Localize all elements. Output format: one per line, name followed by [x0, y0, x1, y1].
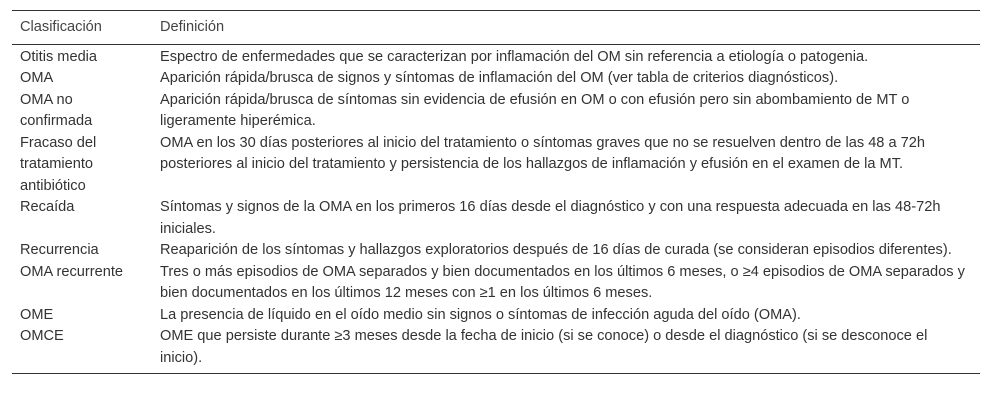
header-definition: Definición [152, 11, 980, 45]
table-header [12, 11, 980, 45]
table-row [12, 305, 980, 327]
row-definition: Síntomas y signos de la OMA en los primeros 16 días desde el diagnóstico y con una respuesta adecuada en las 48-72h iniciales. [160, 199, 941, 237]
row-definition: Aparición rápida/brusca de signos y síntomas de inflamación del OM (ver tabla de criterios diagnósticos). [160, 70, 839, 86]
header-row [12, 11, 980, 45]
table-row [12, 262, 980, 305]
row-term: Recurrencia [20, 242, 99, 258]
table-row [12, 133, 980, 198]
row-definition: Aparición rápida/brusca de síntomas sin evidencia de efusión en OM o con efusión pero sin abombamiento de MT o ligeramente hiperémica. [160, 91, 910, 129]
table-row [12, 68, 980, 90]
row-term: Fracaso del tratamiento antibiótico [20, 134, 97, 194]
row-term: OME [20, 306, 54, 323]
table-row [12, 197, 980, 240]
classification-table-container [12, 10, 980, 374]
table-row [12, 90, 980, 133]
row-definition: OMA en los 30 días posteriores al inicio del tratamiento o síntomas graves que no se resuelven dentro de las 48 a 72h posteriores al inicio del tratamiento y persistencia de los hallazgos de inflamación y efusión en el examen de la MT. [160, 134, 925, 172]
table-row [12, 326, 980, 374]
row-term: OMCE [20, 328, 64, 344]
row-term: OMA no confirmada [20, 91, 93, 129]
row-definition: Reaparición de los síntomas y hallazgos exploratorios después de 16 días de curada (se consideran episodios diferentes). [160, 242, 952, 258]
classification-table [12, 10, 980, 374]
row-definition: OME que persiste durante ≥3 meses desde la fecha de inicio (si se conoce) o desde el diagnóstico (si se desconoce el inicio). [160, 328, 928, 366]
row-definition: Espectro de enfermedades que se caracterizan por inflamación del OM sin referencia a etiología o patogenia. [160, 48, 869, 65]
row-term: Recaída [20, 199, 75, 215]
row-term: OMA [20, 70, 54, 86]
row-definition: La presencia de líquido en el oído medio sin signos o síntomas de infección aguda del oído (OMA). [160, 306, 801, 323]
table-row [12, 240, 980, 262]
table-body [12, 44, 980, 374]
header-classification: Clasificación [12, 11, 152, 45]
row-term: Otitis media [20, 48, 98, 65]
row-definition: Tres o más episodios de OMA separados y bien documentados en los últimos 6 meses, o ≥4 episodios de OMA separados y bien documentados en los últimos 12 meses con ≥1 en los últimos 6 meses. [160, 263, 965, 301]
table-row [12, 44, 980, 68]
row-term: OMA recurrente [20, 263, 124, 280]
